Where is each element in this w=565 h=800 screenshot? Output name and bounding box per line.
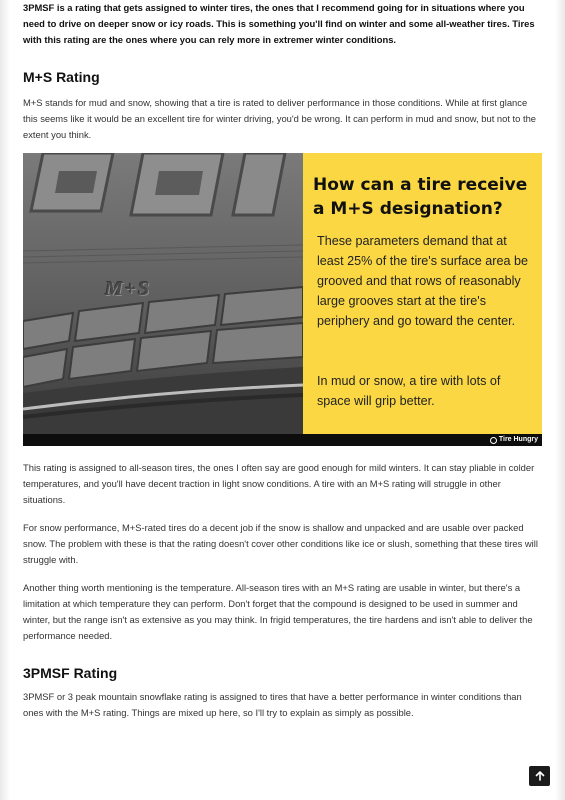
ms-rating-paragraph: M+S stands for mud and snow, showing that a tire is rated to deliver performance in those conditions. While at first glance this seems like it would be an excellent tire for winter driving, you'd be wrong. It can perform in mud and snow, but not to the extent you think. (23, 97, 536, 140)
tire-sidewall-image (23, 153, 303, 434)
temperature-paragraph: Another thing worth mentioning is the temperature. All-season tires with an M+S rating are usable in winter, but there's a limitation at which temperature they can perform. Don't forget that the compound is designed to be used in summer and winter, but the range isn't as extensive as you may think. In frigid temperatures, the tire hardens and isn't able to deliver the performance needed. (23, 582, 533, 641)
brand-logo (490, 435, 538, 445)
infographic-note: In mud or snow, a tire with lots of space will grip better. (317, 374, 501, 408)
page-frame-right (555, 0, 565, 800)
3pmsf-rating-heading: 3PMSF Rating (23, 665, 118, 681)
intro-paragraph: 3PMSF is a rating that gets assigned to winter tires, the ones that I recommend going for in situations where you need to drive on deeper snow or icy roads. This is something you'll find on winter and some all-weather tires. Tires with this rating are the ones where you can rely more in extremer winter conditions. (23, 2, 535, 45)
infographic-body: These parameters demand that at least 25% of the tire's surface area be grooved and that rows of reasonably large grooves start at the tire's periphery and go toward the center. (317, 234, 529, 328)
brand-name: Tire Hungry (498, 436, 538, 443)
brand-logo-icon (490, 437, 497, 444)
3pmsf-rating-paragraph: 3PMSF or 3 peak mountain snowflake rating is assigned to tires that have a better performance in winter conditions than ones with the M+S rating. Things are mixed up here, so I'll try to explain as simply as possible. (23, 691, 522, 718)
back-to-top-button[interactable] (529, 766, 550, 786)
ms-sidewall-marking: M+S (105, 278, 152, 300)
infographic-footer-bar (23, 434, 542, 446)
infographic-title: How can a tire receive a M+S designation? (313, 175, 528, 219)
arrow-up-icon (535, 771, 545, 781)
explanation-panel (303, 153, 542, 434)
all-season-paragraph: This rating is assigned to all-season tires, the ones I often say are good enough for mild winters. It can stay pliable in colder temperatures, and you'll have decent traction in light snow conditions. A tire with an M+S rating will struggle in other situations. (23, 462, 535, 505)
tire-tread-illustration (23, 153, 303, 434)
snow-performance-paragraph: For snow performance, M+S-rated tires do a decent job if the snow is shallow and unpacked and are usable over packed snow. The problem with these is that the rating doesn't cover other conditions like ice or slush, something that these tires will struggle with. (23, 522, 538, 565)
ms-rating-heading: M+S Rating (23, 69, 100, 85)
page-frame-left (0, 0, 10, 800)
ms-designation-infographic (23, 153, 542, 446)
